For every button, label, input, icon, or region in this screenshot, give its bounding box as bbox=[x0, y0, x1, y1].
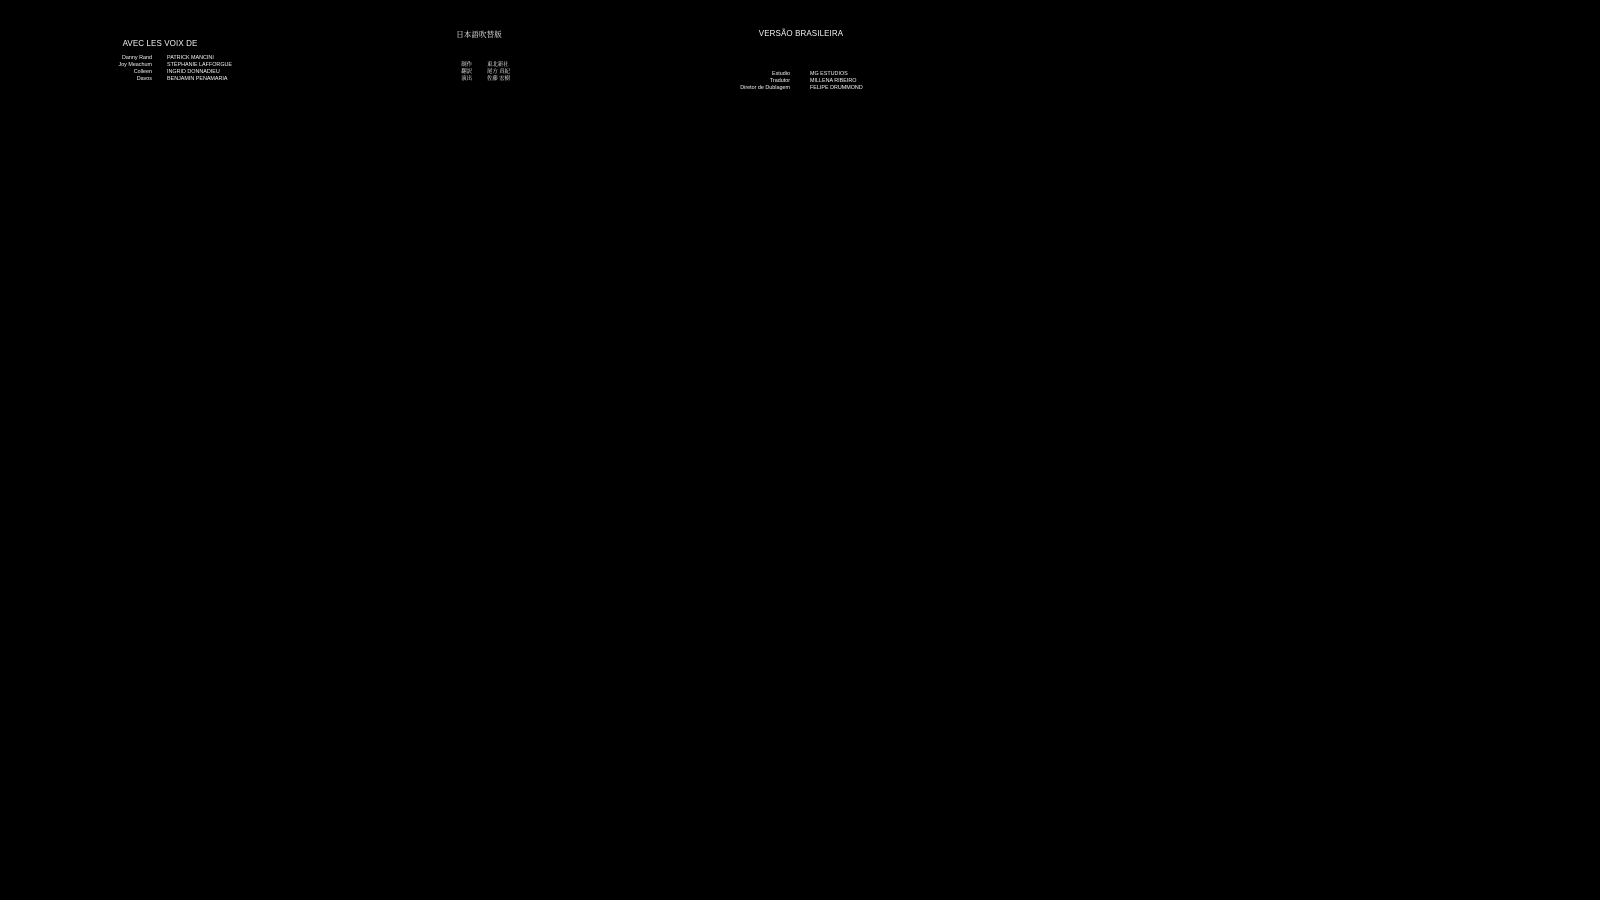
credit-role: Tradutor bbox=[769, 78, 790, 84]
credit-row bbox=[0, 62, 600, 69]
credit-name: 尾方 真紀 bbox=[487, 69, 511, 75]
credit-role: 演出 bbox=[461, 76, 472, 82]
credit-row bbox=[0, 71, 900, 78]
credit-name: FELIPE DRUMMOND bbox=[810, 85, 863, 91]
credit-name: INGRID DONNADIEU bbox=[167, 69, 220, 75]
credit-role: Davos bbox=[136, 76, 152, 82]
credit-role: Danny Rand bbox=[122, 55, 152, 61]
credit-name: 佐藤 宏樹 bbox=[487, 76, 511, 82]
credit-name: MG ESTUDIOS bbox=[810, 71, 848, 77]
credit-row bbox=[0, 85, 900, 92]
credit-row bbox=[0, 78, 900, 85]
credit-role: Colleen bbox=[133, 69, 152, 75]
credit-name: PATRICK MANCINI bbox=[167, 55, 214, 61]
brazilian-credits-heading: VERSÃO BRASILEIRA bbox=[758, 29, 844, 38]
credit-row bbox=[0, 55, 400, 62]
japanese-credits-heading: 日本語吹替版 bbox=[456, 30, 502, 39]
french-credits-heading: AVEC LES VOIX DE bbox=[122, 39, 198, 48]
credit-role: Estudio bbox=[772, 71, 790, 77]
credit-name: STÉPHANIE LAFFORGUE bbox=[167, 62, 232, 68]
credit-name: BENJAMIN PENAMARIA bbox=[167, 76, 228, 82]
credit-name: 東北新社 bbox=[487, 62, 509, 68]
credit-role: 制作 bbox=[461, 62, 472, 68]
credit-name: MILLENA RIBEIRO bbox=[810, 78, 857, 84]
credit-role: Diretor de Dublagem bbox=[740, 85, 790, 91]
credit-role: Joy Meachum bbox=[118, 62, 152, 68]
credit-role: 翻訳 bbox=[461, 69, 472, 75]
